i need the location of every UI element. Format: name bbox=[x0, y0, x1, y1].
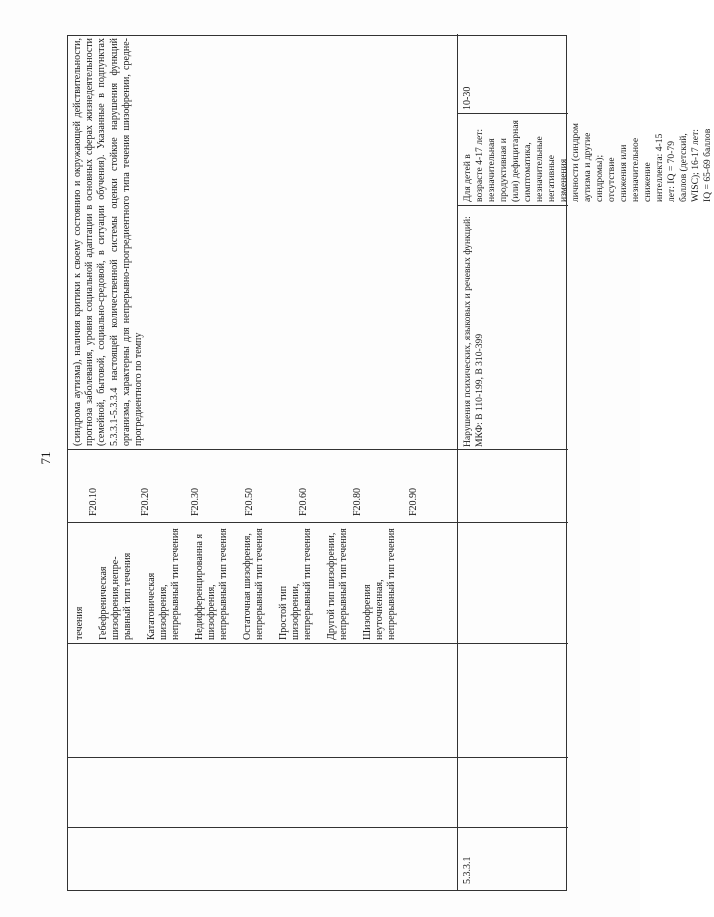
impairment-cell: Нарушения психических, языковых и речевых функций: МКФ: В 110-199, В 310-399 bbox=[462, 216, 485, 447]
diagnosis-name: Гебефреническая шизофрения,непре-рывный тип течения bbox=[98, 552, 133, 640]
diagnosis-name: Другой тип шизофрении, непрерывный тип течения bbox=[326, 528, 349, 640]
icd-code: F20.20 bbox=[140, 487, 151, 516]
criteria-description: (синдрома аутизма), наличия критики к своему состоянию и окружающей действительности, прогноза заболевания, уровня социальной адаптации в основных сферах жизнедеятельности (семейной, бытовой, социально-средовой, в ситуации обучения). Указанные в подпунктах 5.3.3.1-5.3.3.4 настоящей количественной системы оценки стойкие нарушения функций организма, характерны для непрерывно-прогредиентного типа течения шизофрении, средне-прогредиентного по темпу bbox=[72, 38, 145, 446]
diagnosis-names-cell bbox=[74, 528, 410, 640]
icd-code: F20.30 bbox=[190, 487, 201, 516]
rotated-table-wrapper bbox=[67, 35, 713, 891]
page-number: 71 bbox=[38, 451, 53, 465]
table-row-continuation bbox=[68, 34, 458, 890]
percent-cell: 10-30 bbox=[462, 86, 473, 110]
diagnosis-name: Простой тип шизофрении, непрерывный тип течения bbox=[278, 528, 313, 640]
diagnosis-name: течения bbox=[74, 606, 85, 640]
row-number: 5.3.3.1 bbox=[462, 856, 473, 884]
icd-code: F20.50 bbox=[244, 487, 255, 516]
criteria-cell: Для детей в возрасте 4-17 лет: незначительная продуктивная и (или) дефицитарная симптоматика, незначительные негативные изменения личности (синдром аутизма и другие синдромы); отсутствие снижения или незначительное снижение интеллекта: 4-15 лет: IQ = 70-79 баллов (детский, WISC); 16-17 лет: IQ = 65-69 баллов bbox=[462, 120, 713, 202]
diagnosis-name: Шизофрения неуточненная, непрерывный тип течения bbox=[362, 528, 397, 640]
table-row-5-3-3-1 bbox=[458, 34, 713, 890]
icd-code: F20.90 bbox=[408, 487, 419, 516]
icd-code: F20.80 bbox=[352, 487, 363, 516]
diagnosis-name: Кататоническая шизофрения, непрерывный тип течения bbox=[146, 528, 181, 640]
icd-code: F20.60 bbox=[298, 487, 309, 516]
diagnosis-name: Остаточная шизофрения, непрерывный тип течения bbox=[242, 528, 265, 640]
criteria-table bbox=[67, 35, 713, 891]
icd-code: F20.10 bbox=[88, 487, 99, 516]
diagnosis-name: Недифференцированна я шизофрения, непрерывный тип течения bbox=[194, 528, 229, 640]
